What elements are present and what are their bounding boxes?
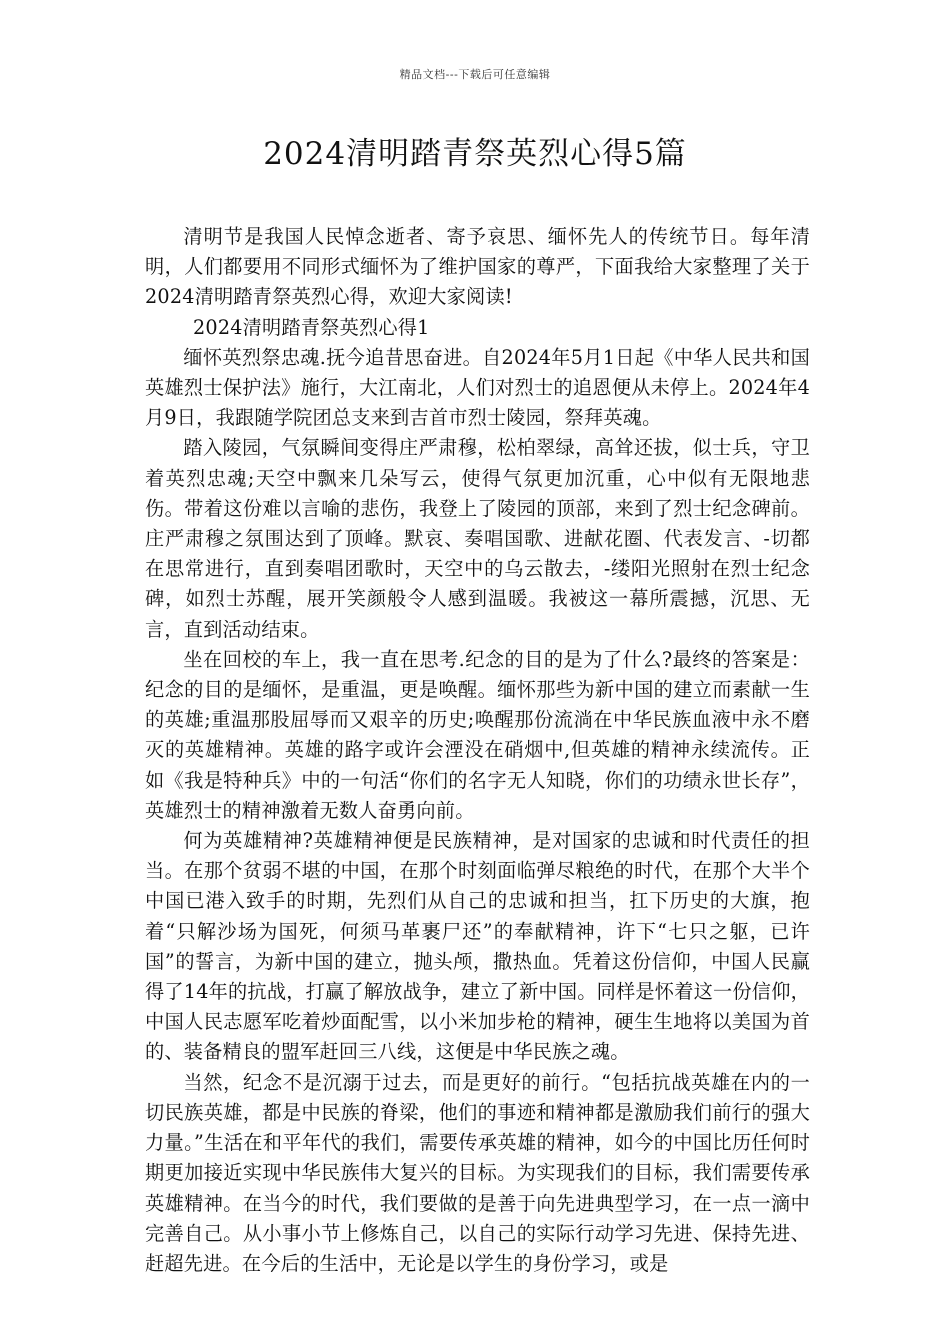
body-paragraph: 坐在回校的车上，我一直在思考.纪念的目的是为了什么?最终的答案是：纪念的目的是缅怀，是重温，更是唤醒。缅怀那些为新中国的建立而素献一生的英雄;重温那股屈辱而又艰辛的历史;唤醒那份流淌在中华民族血液中永不磨灭的英雄精神。英雄的路字或许会湮没在硝烟中,但英雄的精神永续流传。正如《我是特种兵》中的一句活“你们的名字无人知晓，你们的功绩永世长存”，英雄烈士的精神激着无数人奋勇向前。 [145,647,810,822]
body-paragraph: 当然，纪念不是沉溺于过去，而是更好的前行。“包括抗战英雄在内的一切民族英雄，都是中民族的脊梁，他们的事迹和精神都是激励我们前行的强大力量。”生活在和平年代的我们，需要传承英雄的精神，如今的中国比历任何时期更加接近实现中华民族伟大复兴的目标。为实现我们的目标，我们需要传承英雄精神。在当今的时代，我们要做的是善于向先进典型学习，在一点一滴中完善自己。从小事小节上修炼自己，以自己的实际行动学习先进、保持先进、赶超先进。在今后的生活中，无论是以学生的身份学习，或是 [145,1070,810,1275]
body-paragraph: 踏入陵园，气氛瞬间变得庄严肃穆，松柏翠绿，高耸还拔，似士兵，守卫着英烈忠魂;天空中飘来几朵写云，使得气氛更加沉重，心中似有无限地悲伤。带着这份难以言喻的悲伤，我登上了陵园的顶部，来到了烈士纪念碑前。庄严肃穆之氛围达到了顶峰。默哀、奏唱国歌、进献花圈、代表发言、-切都在思常进行，直到奏唱团歌时，天空中的乌云散去，-缕阳光照射在烈士纪念碑，如烈士苏醒，展开笑颜般令人感到温暖。我被这一幕所震撼，沉思、无言，直到活动结束。 [145,436,810,641]
document-title: 2024清明踏青祭英烈心得5篇 [263,136,687,172]
body-paragraph: 何为英雄精神?英雄精神便是民族精神，是对国家的忠诚和时代责任的担当。在那个贫弱不堪的中国，在那个时刻面临弹尽粮绝的时代，在那个大半个中国已港入致手的时期，先烈们从自己的忠诚和担当，扛下历史的大旗，抱着“只解沙场为国死，何须马革裹尸还”的奉献精神，许下“七只之躯，已许国”的誓言，为新中国的建立，抛头颅，撒热血。凭着这份信仰，中国人民赢得了14年的抗战，打赢了解放战争，建立了新中国。同样是怀着这一份信仰，中国人民志愿军吃着炒面配雪，以小米加步枪的精神，硬生生地将以美国为首的、装备精良的盟军赶回三八线，这便是中华民族之魂。 [145,829,810,1064]
intro-paragraph: 清明节是我国人民悼念逝者、寄予哀思、缅怀先人的传统节日。每年清明，人们都要用不同形式缅怀为了维护国家的尊严，下面我给大家整理了关于2024清明踏青祭英烈心得，欢迎大家阅读! [145,225,810,309]
page-header: 精品文档---下载后可任意编辑 [399,68,551,81]
section-heading: 2024清明踏青祭英烈心得1 [193,315,430,339]
body-paragraph: 缅怀英烈祭忠魂.抚今追昔思奋进。自2024年5月1日起《中华人民共和国英雄烈士保护法》施行，大江南北，人们对烈士的追恩便从未停上。2024年4月9日，我跟随学院团总支来到吉首市烈士陵园，祭拜英魂。 [145,345,811,430]
document-body [145,222,810,1279]
